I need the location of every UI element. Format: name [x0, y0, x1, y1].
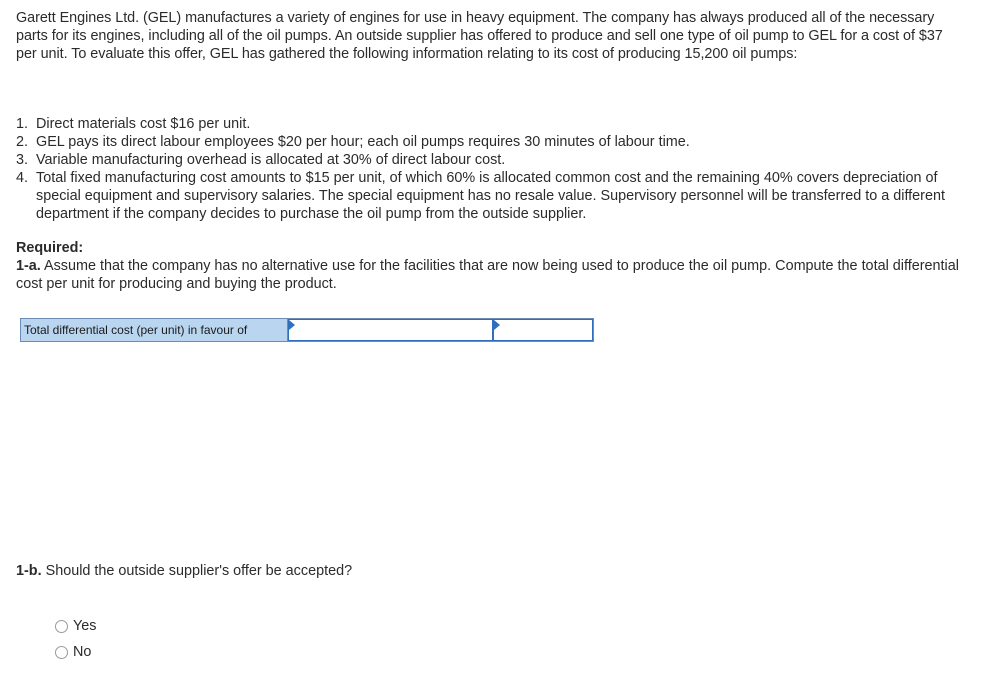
list-item	[16, 151, 976, 169]
list-item-number: 1.	[16, 116, 29, 132]
list-item-text: Total fixed manufacturing cost amounts to $15 per unit, of which 60% is allocated common cost and the remaining 40% covers depreciation of special equipment and supervisory salaries. The special equipment has no resale value. Supervisory personnel will be transferred to a different department if the company decides to purchase the oil pump from the outside supplier.	[36, 170, 945, 222]
list-item-text: Direct materials cost $16 per unit.	[36, 116, 251, 132]
question-1a	[16, 257, 966, 293]
question-1b-label: 1-b.	[16, 563, 42, 579]
list-item-text: GEL pays its direct labour employees $20 per hour; each oil pumps requires 30 minutes of labour time.	[36, 134, 690, 150]
amount-input[interactable]	[494, 320, 592, 340]
list-item-text: Variable manufacturing overhead is allocated at 30% of direct labour cost.	[36, 152, 506, 168]
answer-table	[20, 318, 594, 342]
option-no[interactable]	[55, 639, 96, 665]
option-yes[interactable]	[55, 613, 96, 639]
flag-icon	[289, 320, 295, 330]
amount-cell[interactable]	[493, 319, 593, 341]
required-heading: Required:	[16, 240, 84, 256]
question-1a-label: 1-a.	[16, 258, 41, 274]
list-item-number: 4.	[16, 170, 29, 186]
question-1b-text: Should the outside supplier's offer be accepted?	[41, 563, 353, 579]
radio-button-icon[interactable]	[55, 646, 68, 659]
list-item	[16, 169, 976, 223]
facts-list	[16, 115, 976, 223]
problem-intro: Garett Engines Ltd. (GEL) manufactures a variety of engines for use in heavy equipment. The company has always produced all of the necessary parts for its engines, including all of the oil pumps. An outside supplier has offered to produce and sell one type of oil pump to GEL for a cost of $37 per unit. To evaluate this offer, GEL has gathered the following information relating to its cost of producing 15,200 oil pumps:	[16, 10, 943, 62]
answer-row-label: Total differential cost (per unit) in favour of	[21, 319, 288, 341]
radio-button-icon[interactable]	[55, 620, 68, 633]
favour-of-dropdown[interactable]	[288, 319, 493, 341]
answer-options	[55, 613, 96, 665]
question-1b	[16, 562, 352, 580]
list-item-number: 3.	[16, 152, 29, 168]
option-label: Yes	[73, 618, 97, 634]
list-item	[16, 115, 976, 133]
favour-of-input[interactable]	[289, 320, 492, 340]
list-item	[16, 133, 976, 151]
option-label: No	[73, 644, 92, 660]
list-item-number: 2.	[16, 134, 29, 150]
required-section	[16, 239, 966, 293]
question-1a-text: Assume that the company has no alternative use for the facilities that are now being used to produce the oil pump. Compute the total differential cost per unit for producing and buying the product.	[16, 258, 959, 292]
flag-icon	[494, 320, 500, 330]
